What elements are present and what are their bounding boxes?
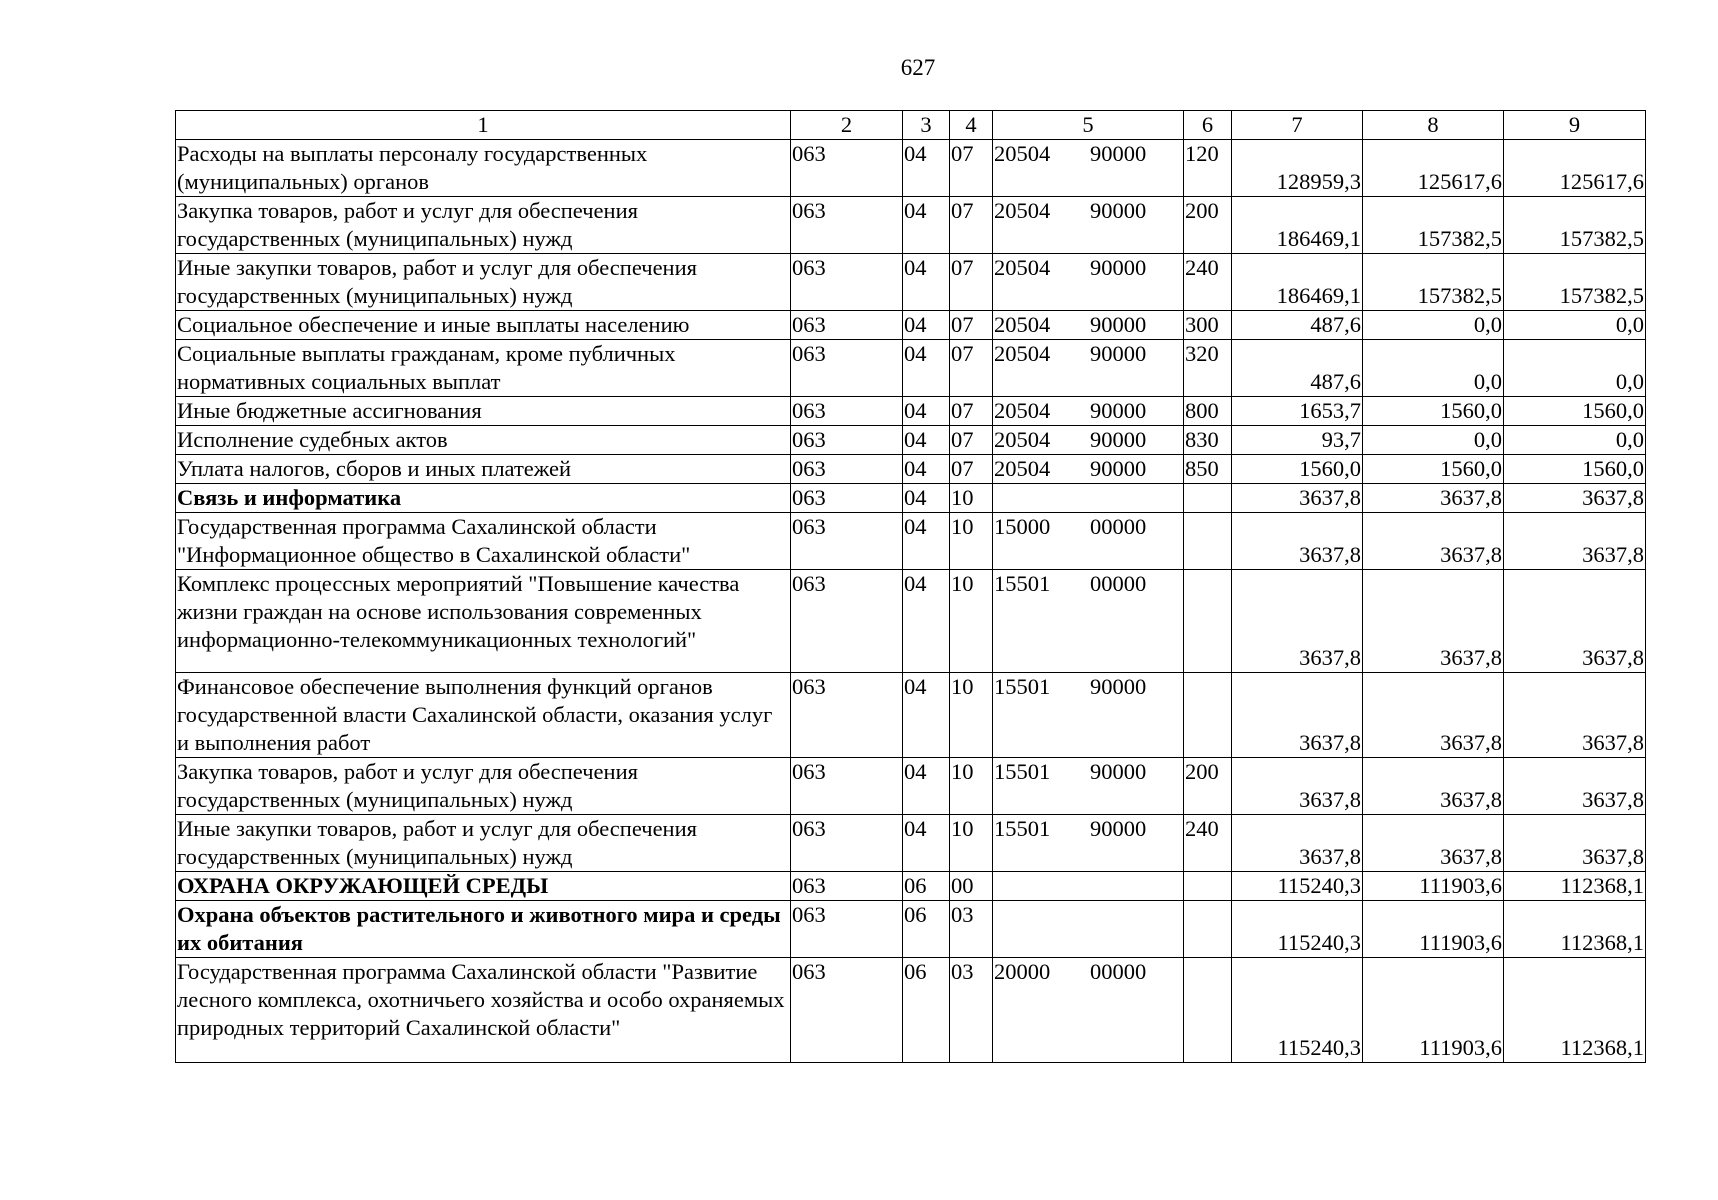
amount-col9-cell: 112368,1 (1504, 901, 1646, 958)
amount-col7-cell: 186469,1 (1232, 254, 1363, 311)
amount-col9-cell: 157382,5 (1504, 197, 1646, 254)
target-article-part2: 90000 (1090, 759, 1147, 784)
amount-col9-cell: 0,0 (1504, 311, 1646, 340)
target-article-cell (993, 872, 1184, 901)
header-cell: 2 (791, 111, 903, 140)
target-article-part1: 20504 (994, 427, 1051, 452)
section-code-cell: 04 (903, 197, 950, 254)
amount-col8-cell: 1560,0 (1363, 397, 1504, 426)
target-article-part2: 00000 (1090, 514, 1147, 539)
ministry-code-cell: 063 (791, 140, 903, 197)
amount-col7-cell: 3637,8 (1232, 758, 1363, 815)
expense-type-cell: 120 (1184, 140, 1232, 197)
expense-type-cell (1184, 570, 1232, 673)
amount-col9-cell: 1560,0 (1504, 397, 1646, 426)
target-article-part1: 20504 (994, 312, 1051, 337)
amount-col7-cell: 115240,3 (1232, 872, 1363, 901)
amount-col7-cell: 3637,8 (1232, 513, 1363, 570)
section-code-cell: 04 (903, 397, 950, 426)
subsection-code-cell: 10 (950, 815, 993, 872)
target-article-cell (993, 958, 1184, 1063)
header-cell: 5 (993, 111, 1184, 140)
amount-col7-cell: 93,7 (1232, 426, 1363, 455)
section-code-cell: 04 (903, 513, 950, 570)
expense-type-cell: 300 (1184, 311, 1232, 340)
target-article-part2: 90000 (1090, 427, 1147, 452)
section-code-cell: 04 (903, 455, 950, 484)
target-article-part2: 00000 (1090, 959, 1147, 984)
target-article-cell (993, 815, 1184, 872)
table-row (176, 901, 1646, 958)
table-row (176, 673, 1646, 758)
section-code-cell: 04 (903, 570, 950, 673)
amount-col8-cell: 0,0 (1363, 426, 1504, 455)
target-article-part2: 90000 (1090, 398, 1147, 423)
subsection-code-cell: 03 (950, 901, 993, 958)
table-row (176, 872, 1646, 901)
row-name-cell: ОХРАНА ОКРУЖАЮЩЕЙ СРЕДЫ (176, 872, 791, 901)
amount-col9-cell: 3637,8 (1504, 815, 1646, 872)
amount-col8-cell: 157382,5 (1363, 197, 1504, 254)
page-number: 627 (900, 55, 936, 80)
target-article-part1: 15501 (994, 674, 1051, 699)
subsection-code-cell: 07 (950, 311, 993, 340)
ministry-code-cell: 063 (791, 311, 903, 340)
amount-col8-cell: 3637,8 (1363, 673, 1504, 758)
target-article-part2: 90000 (1090, 141, 1147, 166)
subsection-code-cell: 10 (950, 484, 993, 513)
amount-col7-cell: 1653,7 (1232, 397, 1363, 426)
subsection-code-cell: 00 (950, 872, 993, 901)
amount-col8-cell: 3637,8 (1363, 570, 1504, 673)
row-name-cell: Социальные выплаты гражданам, кроме публичных нормативных социальных выплат (176, 340, 791, 397)
amount-col7-cell: 3637,8 (1232, 673, 1363, 758)
section-code-cell: 04 (903, 426, 950, 455)
expense-type-cell: 830 (1184, 426, 1232, 455)
row-name-cell: Связь и информатика (176, 484, 791, 513)
section-code-cell: 04 (903, 484, 950, 513)
expense-type-cell (1184, 513, 1232, 570)
amount-col8-cell: 1560,0 (1363, 455, 1504, 484)
expense-type-cell: 240 (1184, 815, 1232, 872)
section-code-cell: 04 (903, 340, 950, 397)
target-article-part1: 20504 (994, 398, 1051, 423)
row-name-cell: Закупка товаров, работ и услуг для обеспечения государственных (муниципальных) нужд (176, 758, 791, 815)
amount-col7-cell: 3637,8 (1232, 570, 1363, 673)
expense-type-cell (1184, 673, 1232, 758)
target-article-cell (993, 397, 1184, 426)
subsection-code-cell: 10 (950, 673, 993, 758)
amount-col8-cell: 3637,8 (1363, 815, 1504, 872)
table-row (176, 340, 1646, 397)
table-body (176, 140, 1646, 1063)
amount-col8-cell: 157382,5 (1363, 254, 1504, 311)
target-article-cell (993, 484, 1184, 513)
subsection-code-cell: 07 (950, 397, 993, 426)
section-code-cell: 06 (903, 872, 950, 901)
subsection-code-cell: 07 (950, 140, 993, 197)
header-cell: 9 (1504, 111, 1646, 140)
target-article-part1: 15501 (994, 759, 1051, 784)
ministry-code-cell: 063 (791, 484, 903, 513)
row-name-cell: Расходы на выплаты персоналу государственных (муниципальных) органов (176, 140, 791, 197)
ministry-code-cell: 063 (791, 426, 903, 455)
target-article-cell (993, 901, 1184, 958)
row-name-cell: Иные бюджетные ассигнования (176, 397, 791, 426)
expense-type-cell: 200 (1184, 197, 1232, 254)
row-name-cell: Финансовое обеспечение выполнения функций органов государственной власти Сахалинской области, оказания услуг и выполнения работ (176, 673, 791, 758)
amount-col9-cell: 3637,8 (1504, 484, 1646, 513)
amount-col7-cell: 115240,3 (1232, 958, 1363, 1063)
subsection-code-cell: 07 (950, 426, 993, 455)
target-article-cell (993, 311, 1184, 340)
target-article-part2: 90000 (1090, 674, 1147, 699)
subsection-code-cell: 07 (950, 455, 993, 484)
ministry-code-cell: 063 (791, 901, 903, 958)
amount-col9-cell: 112368,1 (1504, 872, 1646, 901)
row-name-cell: Социальное обеспечение и иные выплаты населению (176, 311, 791, 340)
target-article-cell (993, 455, 1184, 484)
amount-col7-cell: 3637,8 (1232, 815, 1363, 872)
table-row (176, 397, 1646, 426)
table-row (176, 197, 1646, 254)
amount-col9-cell: 3637,8 (1504, 758, 1646, 815)
target-article-cell (993, 140, 1184, 197)
target-article-part2: 90000 (1090, 198, 1147, 223)
section-code-cell: 04 (903, 140, 950, 197)
expense-type-cell (1184, 872, 1232, 901)
expense-type-cell (1184, 901, 1232, 958)
row-name-cell: Иные закупки товаров, работ и услуг для обеспечения государственных (муниципальных) нужд (176, 815, 791, 872)
amount-col7-cell: 487,6 (1232, 340, 1363, 397)
amount-col8-cell: 0,0 (1363, 340, 1504, 397)
subsection-code-cell: 07 (950, 254, 993, 311)
row-name-cell: Комплекс процессных мероприятий "Повышение качества жизни граждан на основе использования современных информационно-телекоммуникационных технологий" (176, 570, 791, 673)
header-cell: 7 (1232, 111, 1363, 140)
target-article-cell (993, 570, 1184, 673)
section-code-cell: 04 (903, 758, 950, 815)
row-name-cell: Уплата налогов, сборов и иных платежей (176, 455, 791, 484)
subsection-code-cell: 07 (950, 340, 993, 397)
table-row (176, 958, 1646, 1063)
amount-col8-cell: 3637,8 (1363, 484, 1504, 513)
target-article-cell (993, 673, 1184, 758)
table-row (176, 758, 1646, 815)
target-article-part2: 90000 (1090, 255, 1147, 280)
target-article-part2: 90000 (1090, 312, 1147, 337)
amount-col8-cell: 3637,8 (1363, 513, 1504, 570)
expense-type-cell (1184, 958, 1232, 1063)
amount-col9-cell: 1560,0 (1504, 455, 1646, 484)
table-row (176, 570, 1646, 673)
table-row (176, 426, 1646, 455)
section-code-cell: 04 (903, 673, 950, 758)
ministry-code-cell: 063 (791, 254, 903, 311)
ministry-code-cell: 063 (791, 513, 903, 570)
target-article-part1: 20000 (994, 959, 1051, 984)
target-article-part1: 20504 (994, 198, 1051, 223)
target-article-part2: 90000 (1090, 341, 1147, 366)
ministry-code-cell: 063 (791, 958, 903, 1063)
section-code-cell: 06 (903, 901, 950, 958)
amount-col8-cell: 125617,6 (1363, 140, 1504, 197)
subsection-code-cell: 10 (950, 513, 993, 570)
expense-type-cell: 850 (1184, 455, 1232, 484)
expense-type-cell: 200 (1184, 758, 1232, 815)
expense-type-cell: 800 (1184, 397, 1232, 426)
target-article-part1: 20504 (994, 341, 1051, 366)
target-article-part1: 20504 (994, 456, 1051, 481)
amount-col9-cell: 3637,8 (1504, 673, 1646, 758)
ministry-code-cell: 063 (791, 455, 903, 484)
amount-col9-cell: 3637,8 (1504, 513, 1646, 570)
table-row (176, 815, 1646, 872)
ministry-code-cell: 063 (791, 397, 903, 426)
expense-type-cell: 320 (1184, 340, 1232, 397)
row-name-cell: Исполнение судебных актов (176, 426, 791, 455)
section-code-cell: 06 (903, 958, 950, 1063)
ministry-code-cell: 063 (791, 758, 903, 815)
amount-col7-cell: 487,6 (1232, 311, 1363, 340)
target-article-part1: 20504 (994, 255, 1051, 280)
amount-col9-cell: 0,0 (1504, 340, 1646, 397)
table-row (176, 254, 1646, 311)
target-article-part1: 15000 (994, 514, 1051, 539)
target-article-part2: 90000 (1090, 816, 1147, 841)
table-row (176, 311, 1646, 340)
amount-col8-cell: 111903,6 (1363, 958, 1504, 1063)
amount-col9-cell: 3637,8 (1504, 570, 1646, 673)
row-name-cell: Охрана объектов растительного и животного мира и среды их обитания (176, 901, 791, 958)
ministry-code-cell: 063 (791, 197, 903, 254)
expense-type-cell: 240 (1184, 254, 1232, 311)
amount-col8-cell: 3637,8 (1363, 758, 1504, 815)
header-cell: 4 (950, 111, 993, 140)
amount-col7-cell: 115240,3 (1232, 901, 1363, 958)
budget-table (175, 110, 1646, 1063)
subsection-code-cell: 07 (950, 197, 993, 254)
target-article-cell (993, 340, 1184, 397)
target-article-cell (993, 513, 1184, 570)
row-name-cell: Закупка товаров, работ и услуг для обеспечения государственных (муниципальных) нужд (176, 197, 791, 254)
amount-col7-cell: 186469,1 (1232, 197, 1363, 254)
ministry-code-cell: 063 (791, 570, 903, 673)
amount-col7-cell: 128959,3 (1232, 140, 1363, 197)
amount-col9-cell: 125617,6 (1504, 140, 1646, 197)
amount-col8-cell: 111903,6 (1363, 872, 1504, 901)
target-article-cell (993, 197, 1184, 254)
row-name-cell: Государственная программа Сахалинской области "Развитие лесного комплекса, охотничьего хозяйства и особо охраняемых природных территорий Сахалинской области" (176, 958, 791, 1063)
subsection-code-cell: 10 (950, 570, 993, 673)
subsection-code-cell: 03 (950, 958, 993, 1063)
row-name-cell: Иные закупки товаров, работ и услуг для обеспечения государственных (муниципальных) нужд (176, 254, 791, 311)
target-article-part2: 00000 (1090, 571, 1147, 596)
amount-col8-cell: 0,0 (1363, 311, 1504, 340)
header-row (176, 111, 1646, 140)
target-article-part1: 15501 (994, 571, 1051, 596)
ministry-code-cell: 063 (791, 872, 903, 901)
header-cell: 1 (176, 111, 791, 140)
amount-col9-cell: 0,0 (1504, 426, 1646, 455)
ministry-code-cell: 063 (791, 815, 903, 872)
row-name-cell: Государственная программа Сахалинской области "Информационное общество в Сахалинской области" (176, 513, 791, 570)
amount-col8-cell: 111903,6 (1363, 901, 1504, 958)
target-article-part1: 15501 (994, 816, 1051, 841)
target-article-part2: 90000 (1090, 456, 1147, 481)
header-cell: 6 (1184, 111, 1232, 140)
subsection-code-cell: 10 (950, 758, 993, 815)
ministry-code-cell: 063 (791, 340, 903, 397)
section-code-cell: 04 (903, 311, 950, 340)
header-cell: 3 (903, 111, 950, 140)
header-cell: 8 (1363, 111, 1504, 140)
table-row (176, 484, 1646, 513)
expense-type-cell (1184, 484, 1232, 513)
ministry-code-cell: 063 (791, 673, 903, 758)
table-row (176, 455, 1646, 484)
table-row (176, 513, 1646, 570)
target-article-cell (993, 254, 1184, 311)
target-article-part1: 20504 (994, 141, 1051, 166)
target-article-cell (993, 758, 1184, 815)
table-row (176, 140, 1646, 197)
amount-col7-cell: 3637,8 (1232, 484, 1363, 513)
section-code-cell: 04 (903, 254, 950, 311)
section-code-cell: 04 (903, 815, 950, 872)
amount-col9-cell: 112368,1 (1504, 958, 1646, 1063)
amount-col7-cell: 1560,0 (1232, 455, 1363, 484)
amount-col9-cell: 157382,5 (1504, 254, 1646, 311)
target-article-cell (993, 426, 1184, 455)
